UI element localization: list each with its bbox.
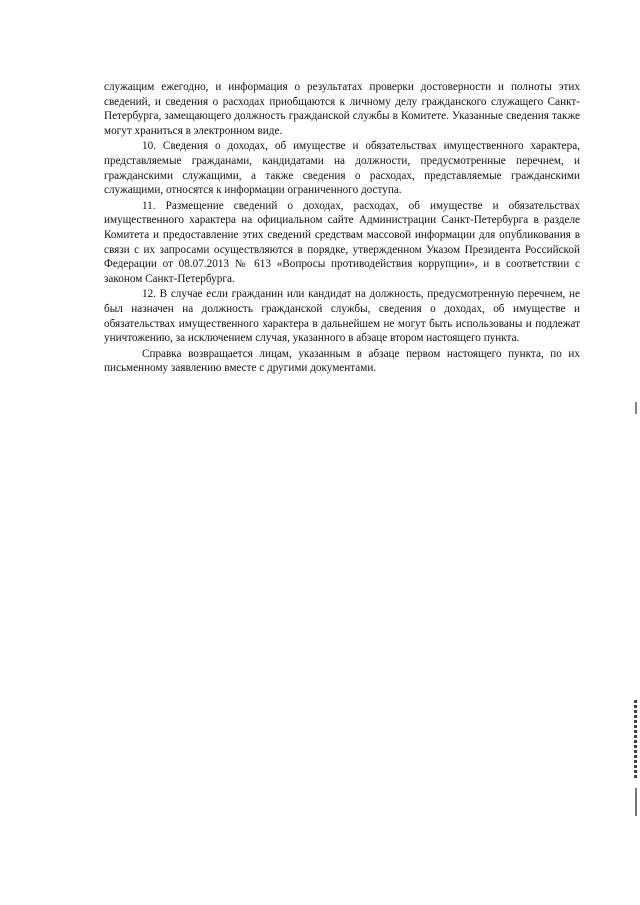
paragraph-continuation: служащим ежегодно, и информация о результатах проверки достоверности и полноты этих сведений, и сведения о расходах приобщаются к личному делу гражданского служащего Санкт-Петербурга, замещающего должность гражданской службы в Комитете. Указанные сведения также могут храниться в электронном виде. — [104, 81, 580, 137]
scan-edge-artifact — [634, 700, 637, 780]
document-body — [104, 80, 580, 376]
scan-edge-artifact — [635, 402, 637, 414]
paragraph-item-11: 11. Размещение сведений о доходах, расходах, об имуществе и обязательствах имущественного характера на официальном сайте Администрации Санкт-Петербурга в разделе Комитета и предоставление этих сведений средствам массовой информации для опубликования в связи с их запросами осуществляются в порядке, утвержденном Указом Президента Российской Федерации от 08.07.2013 № 613 «Вопросы противодействия коррупции», и в соответствии с законом Санкт-Петербурга. — [104, 199, 580, 285]
paragraph-item-10: 10. Сведения о доходах, об имуществе и обязательствах имущественного характера, представляемые гражданами, кандидатами на должности, предусмотренные перечнем, и гражданскими служащими, а также сведения о расходах, представляемые гражданскими служащими, относятся к информации ограниченного доступа. — [104, 140, 580, 197]
scan-edge-artifact — [635, 788, 637, 816]
paragraph-item-12: 12. В случае если гражданин или кандидат на должность, предусмотренную перечнем, не был назначен на должность гражданской службы, сведения о доходах, об имуществе и обязательствах имущественного характера в дальнейшем не могут быть использованы и подлежат уничтожению, за исключением случая, указанного в абзаце втором настоящего пункта. — [104, 288, 580, 345]
paragraph-certificate-return: Справка возвращается лицам, указанным в абзаце первом настоящего пункта, по их письменному заявлению вместе с другими документами. — [104, 347, 580, 375]
